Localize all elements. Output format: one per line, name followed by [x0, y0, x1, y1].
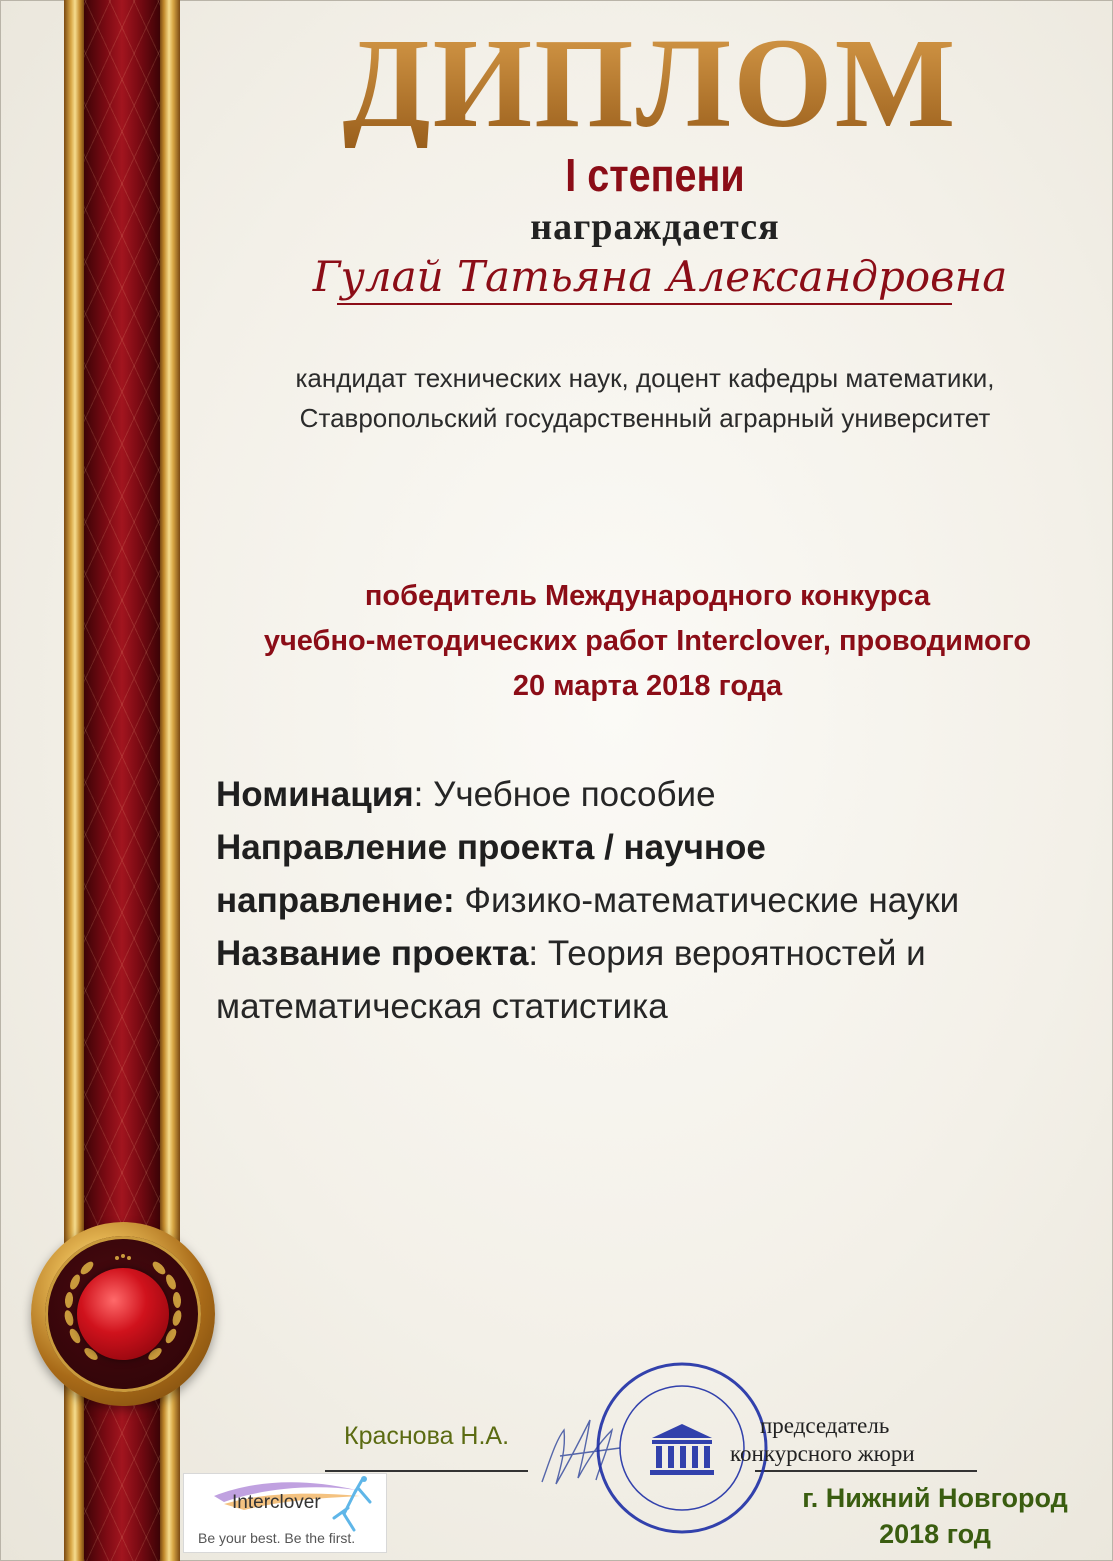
winner-line: 20 марта 2018 года	[512, 670, 783, 702]
direction-row-2	[216, 874, 1096, 927]
building-icon	[650, 1424, 714, 1475]
signature-line-right	[755, 1470, 977, 1472]
direction-label-line-1: Направление проекта / научное	[216, 828, 766, 867]
direction-value: Физико-математические науки	[454, 881, 960, 920]
logo-slogan: Be your best. Be the first.	[198, 1530, 356, 1546]
direction-label-line-2: направление:	[216, 881, 455, 920]
recipient-position	[180, 358, 1110, 438]
project-row-1	[216, 927, 1096, 980]
signature-line-left	[325, 1470, 528, 1472]
position-line: кандидат технических наук, доцент кафедры математики,	[295, 363, 995, 393]
direction-row-1	[216, 821, 1096, 874]
project-row-2	[216, 980, 1096, 1033]
nomination-separator: :	[413, 775, 434, 814]
diploma-degree: I степени	[565, 149, 745, 201]
winner-line: учебно-методических работ Interclover, проводимого	[263, 625, 1032, 657]
winner-line: победитель Международного конкурса	[364, 580, 931, 612]
jury-chair-title	[730, 1412, 1010, 1468]
awarded-label: награждается	[530, 206, 780, 248]
project-separator: :	[528, 934, 548, 973]
diploma-title: ДИПЛОМ	[300, 18, 1000, 148]
medal-ring	[45, 1236, 201, 1392]
award-details	[216, 768, 1096, 1033]
city-name: г. Нижний Новгород	[802, 1483, 1068, 1513]
project-value-line-2: математическая статистика	[216, 987, 668, 1026]
interclover-logo	[183, 1473, 387, 1553]
logo-name: Interclover	[232, 1492, 321, 1513]
recipient-underline	[337, 303, 952, 305]
nomination-label: Номинация	[216, 775, 414, 814]
issue-place	[770, 1480, 1100, 1552]
chair-line-2: конкурсного жюри	[730, 1441, 915, 1466]
issue-year: 2018 год	[879, 1519, 991, 1549]
nomination-value: Учебное пособие	[433, 775, 716, 814]
chair-line-1: председатель	[760, 1413, 890, 1438]
winner-statement	[180, 574, 1113, 709]
recipient-name: Гулай Татьяна Александровна	[312, 252, 1008, 301]
position-line: Ставропольский государственный аграрный университет	[299, 403, 991, 433]
project-label: Название проекта	[216, 934, 529, 973]
medal-seal	[31, 1222, 215, 1406]
medal-red-gem	[77, 1268, 169, 1360]
nomination-row	[216, 768, 1096, 821]
signer-name: Краснова Н.А.	[344, 1422, 510, 1450]
project-value-line-1: Теория вероятностей и	[547, 934, 926, 973]
